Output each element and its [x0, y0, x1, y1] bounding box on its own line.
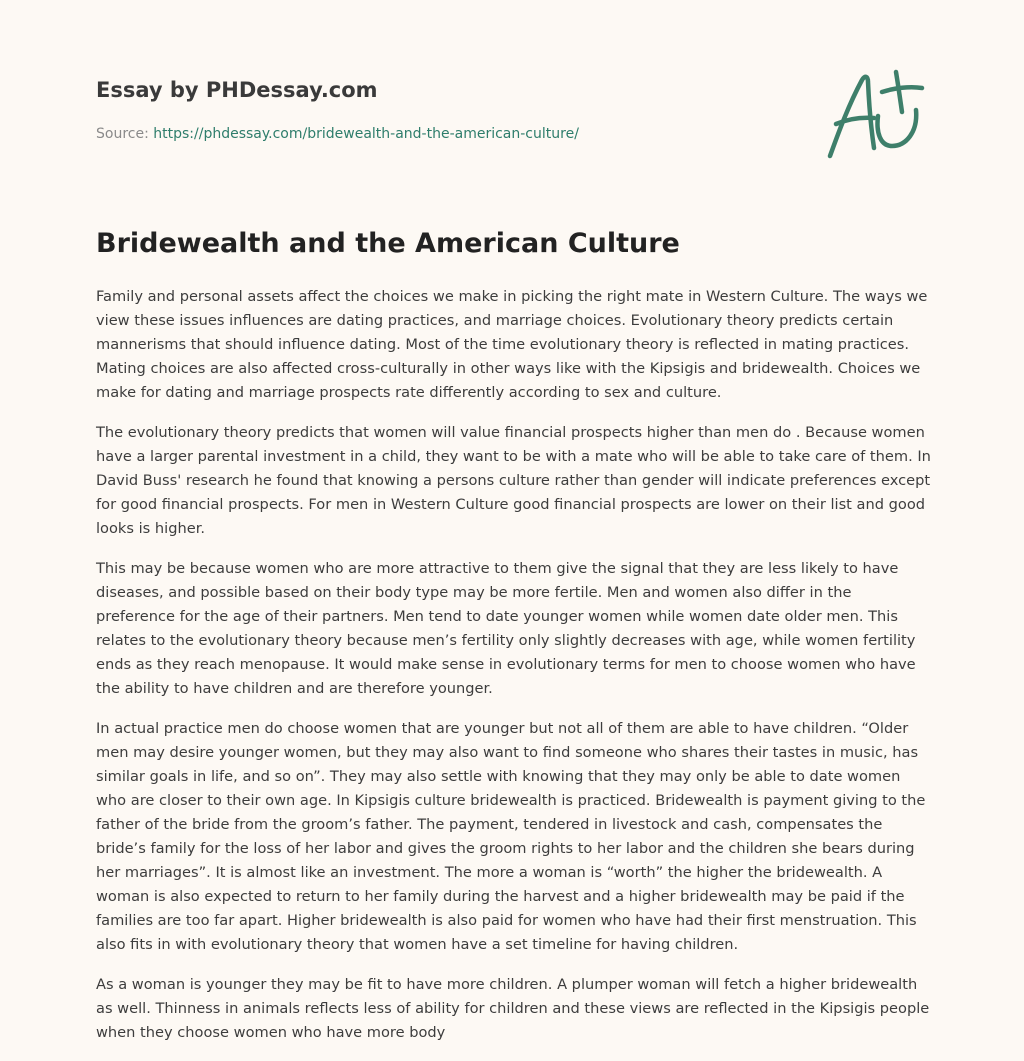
essay-body: [96, 285, 934, 1061]
source-label: Source:: [96, 126, 149, 142]
site-brand: Essay by PHDessay.com: [96, 78, 378, 102]
essay-paragraph: In actual practice men do choose women that are younger but not all of them are able to have children. “Older men may desire younger women, but they may also want to find someone who shares their tastes in music, has similar goals in life, and so on”. They may also settle with knowing that they may only be able to date women who are closer to their own age. In Kipsigis culture bridewealth is practiced. Bridewealth is payment giving to the father of the bride from the groom’s father. The payment, tendered in livestock and cash, compensates the bride’s family for the loss of her labor and gives the groom rights to her labor and the children she bears during her marriages”. It is almost like an investment. The more a woman is “worth” the higher the bridewealth. A woman is also expected to return to her family during the harvest and a higher bridewealth may be paid if the families are too far apart. Higher bridewealth is also paid for women who have had their first menstruation. This also fits in with evolutionary theory that women have a set timeline for having children.: [96, 720, 926, 953]
essay-title: Bridewealth and the American Culture: [96, 228, 680, 259]
essay-paragraph: This may be because women who are more attractive to them give the signal that they are less likely to have diseases, and possible based on their body type may be more fertile. Men and women also differ in the preference for the age of their partners. Men tend to date younger women while women date older men. This relates to the evolutionary theory because men’s fertility only slightly decreases with age, while women fertility ends as they reach menopause. It would make sense in evolutionary terms for men to choose women who have the ability to have children and are therefore younger.: [96, 560, 916, 697]
source-line: [96, 124, 796, 144]
essay-paragraph: As a woman is younger they may be fit to have more children. A plumper woman will fetch a higher bridewealth as well. Thinness in animals reflects less of ability for children and these views are reflected in the Kipsigis people when they choose women who have more body: [96, 976, 930, 1041]
essay-paragraph: The evolutionary theory predicts that women will value financial prospects higher than men do . Because women have a larger parental investment in a child, they want to be with a mate who will be able to take care of them. In David Buss' research he found that knowing a persons culture rather than gender will indicate preferences except for good financial prospects. For men in Western Culture good financial prospects are lower on their list and good looks is higher.: [96, 424, 931, 537]
essay-paragraph: Family and personal assets affect the choices we make in picking the right mate in Western Culture. The ways we view these issues influences are dating practices, and marriage choices. Evolutionary theory predicts certain mannerisms that should influence dating. Most of the time evolutionary theory is reflected in mating practices. Mating choices are also affected cross-culturally in other ways like with the Kipsigis and bridewealth. Choices we make for dating and marriage prospects rate differently according to sex and culture.: [96, 288, 928, 401]
source-link[interactable]: https://phdessay.com/bridewealth-and-the-american-culture/: [153, 126, 579, 142]
page-header: [96, 76, 796, 144]
a-plus-grade-icon: [818, 64, 930, 168]
